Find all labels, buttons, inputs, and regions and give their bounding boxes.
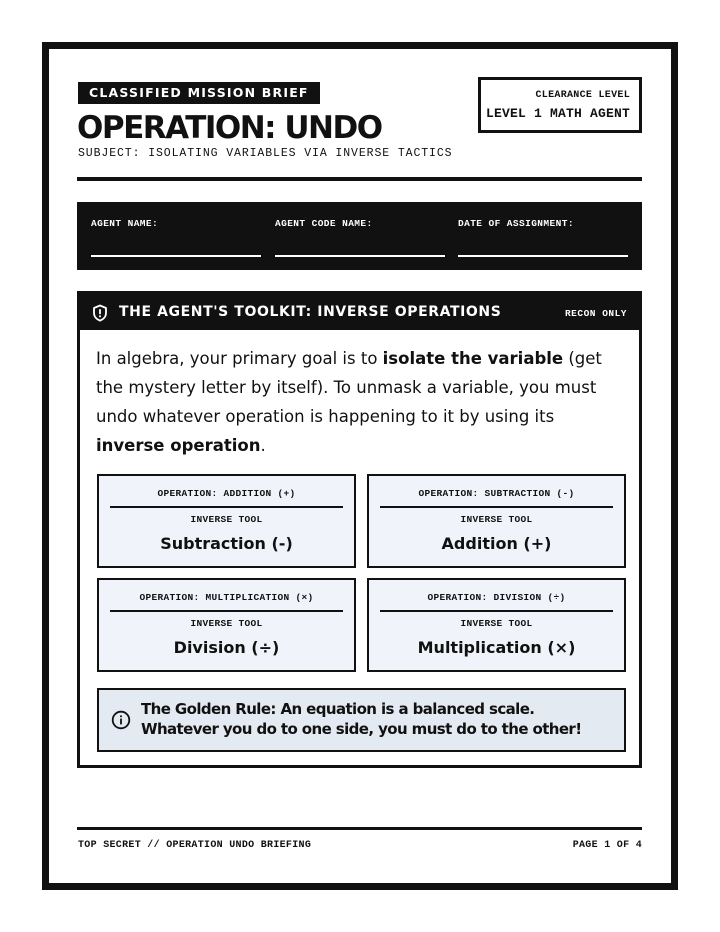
footer-divider — [77, 827, 642, 830]
card-divider — [380, 610, 613, 612]
page-title: OPERATION: UNDO — [77, 110, 382, 146]
operation-name: OPERATION: DIVISION (÷) — [427, 592, 566, 603]
operation-card-division — [367, 578, 626, 672]
toolkit-header — [80, 294, 639, 330]
inverse-tool-value: Subtraction (-) — [160, 534, 293, 553]
info-icon — [111, 710, 131, 730]
intro-emphasis-1: isolate the variable — [382, 349, 564, 368]
card-divider — [110, 610, 343, 612]
agent-info-bar — [77, 202, 642, 270]
operation-card-multiplication — [97, 578, 356, 672]
operation-name: OPERATION: SUBTRACTION (-) — [418, 488, 575, 499]
intro-text-1: In algebra, your primary goal is to — [96, 349, 383, 368]
golden-rule-callout — [97, 688, 626, 752]
clearance-value: LEVEL 1 MATH AGENT — [485, 106, 630, 121]
inverse-tool-label: INVERSE TOOL — [460, 618, 533, 629]
page-number: PAGE 1 OF 4 — [572, 840, 642, 851]
operation-name: OPERATION: ADDITION (+) — [157, 488, 296, 499]
subject-line: SUBJECT: ISOLATING VARIABLES VIA INVERSE TACTICS — [78, 147, 453, 160]
inverse-tool-label: INVERSE TOOL — [190, 618, 263, 629]
agent-code-name-field[interactable] — [275, 202, 445, 270]
agent-name-label: AGENT NAME: — [91, 218, 159, 229]
intro-text-3: . — [260, 436, 266, 455]
date-of-assignment-field[interactable] — [458, 202, 628, 270]
golden-rule-line-2: Whatever you do to one side, you must do to the other! — [141, 719, 582, 738]
intro-text-2: (get the mystery letter by itself). To unmask a variable, you must undo whatever operation is happening to it by using its — [96, 349, 602, 426]
footer-classification: TOP SECRET // OPERATION UNDO BRIEFING — [78, 840, 312, 851]
inverse-tool-value: Addition (+) — [441, 534, 552, 553]
inverse-tool-value: Division (÷) — [173, 638, 280, 657]
agent-name-field[interactable] — [91, 202, 261, 270]
operation-card-subtraction — [367, 474, 626, 568]
shield-alert-icon — [92, 304, 108, 322]
clearance-label: CLEARANCE LEVEL — [535, 90, 630, 101]
date-of-assignment-label: DATE OF ASSIGNMENT: — [458, 218, 574, 229]
toolkit-title: THE AGENT'S TOOLKIT: INVERSE OPERATIONS — [119, 304, 502, 320]
inverse-tool-label: INVERSE TOOL — [460, 514, 533, 525]
agent-code-name-line[interactable] — [275, 255, 445, 257]
operation-card-addition — [97, 474, 356, 568]
toolkit-panel — [77, 291, 642, 768]
card-divider — [110, 506, 343, 508]
date-of-assignment-line[interactable] — [458, 255, 628, 257]
inverse-tool-value: Multiplication (×) — [417, 638, 576, 657]
classified-tag: CLASSIFIED MISSION BRIEF — [78, 82, 320, 104]
header-divider — [77, 177, 642, 181]
intro-emphasis-2: inverse operation — [96, 436, 261, 455]
clearance-box — [478, 77, 642, 133]
card-divider — [380, 506, 613, 508]
agent-code-name-label: AGENT CODE NAME: — [275, 218, 373, 229]
operation-name: OPERATION: MULTIPLICATION (×) — [139, 592, 314, 603]
agent-name-line[interactable] — [91, 255, 261, 257]
recon-badge: RECON ONLY — [564, 308, 627, 319]
inverse-tool-label: INVERSE TOOL — [190, 514, 263, 525]
golden-rule-line-1: The Golden Rule: An equation is a balanced scale. — [141, 700, 535, 718]
golden-rule-text — [141, 700, 581, 739]
intro-paragraph — [96, 344, 626, 460]
